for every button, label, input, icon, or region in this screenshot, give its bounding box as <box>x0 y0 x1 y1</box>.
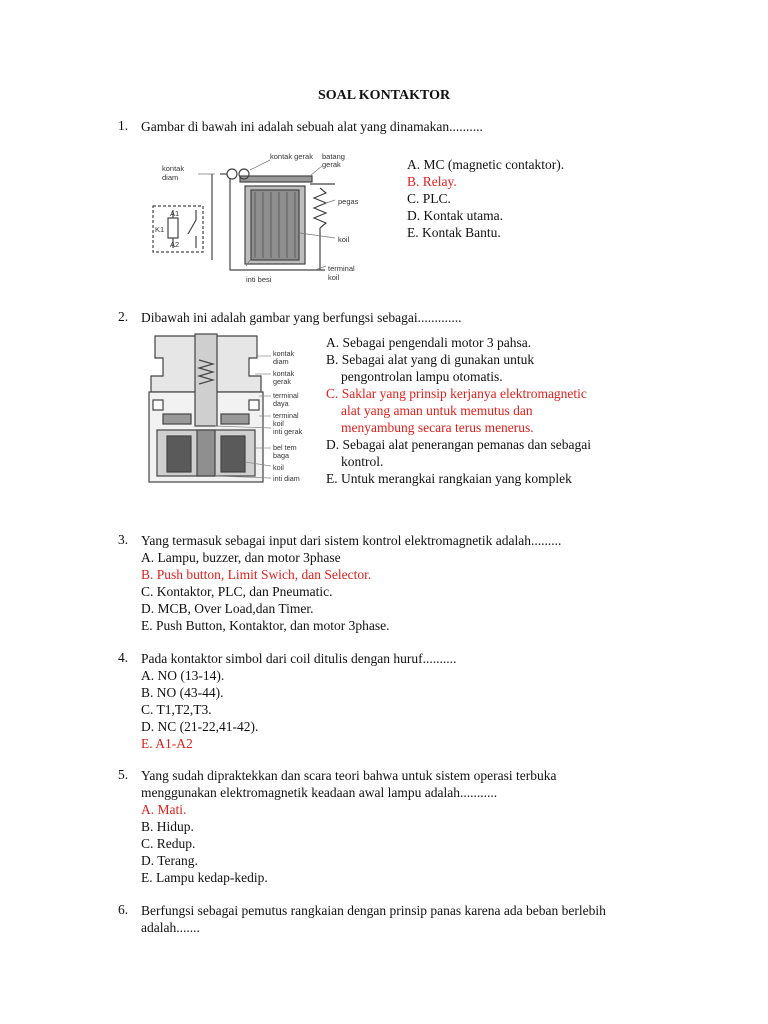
option-d: D. Sebagai alat penerangan pemanas dan sebagai <box>326 437 592 452</box>
option-c-answer: C. Saklar yang prinsip kerjanya elektromagnetic <box>326 386 587 401</box>
label-a1: A1 <box>170 209 180 218</box>
question-text-cont: menggunakan elektromagnetik keadaan awal lampu adalah........... <box>141 785 498 800</box>
option-c-cont2: menyambung secara terus menerus. <box>341 420 534 435</box>
label-diam: diam <box>162 173 179 182</box>
question-text-cont: adalah....... <box>141 920 200 935</box>
option-e: E. Kontak Bantu. <box>407 225 501 240</box>
label-k1: K1 <box>155 225 165 234</box>
option-e: E. Push Button, Kontaktor, dan motor 3phase. <box>141 618 390 633</box>
option-b: B. NO (43-44). <box>141 685 224 700</box>
label-bel-tem: bel tem <box>273 443 297 452</box>
question-text: Berfungsi sebagai pemutus rangkaian dengan prinsip panas karena ada beban berlebih <box>141 903 606 918</box>
option-a: A. NO (13-14). <box>141 668 225 683</box>
option-b-answer: B. Push button, Limit Swich, dan Selector. <box>141 567 372 582</box>
label-inti-diam: inti diam <box>273 474 300 483</box>
option-b-cont: pengontrolan lampu otomatis. <box>341 369 503 384</box>
question-6 <box>141 902 606 936</box>
option-c-cont: alat yang aman untuk memutus dan <box>341 403 533 418</box>
label-terminal: terminal <box>273 391 299 400</box>
question-4 <box>141 650 456 752</box>
question-number: 1. <box>118 118 129 133</box>
option-d: D. MCB, Over Load,dan Timer. <box>141 601 314 616</box>
label-terminal: terminal <box>273 411 299 420</box>
label-terminal: terminal <box>328 264 355 273</box>
question-number: 3. <box>118 532 129 547</box>
label-daya: daya <box>273 399 289 408</box>
label-gerak: gerak <box>322 160 341 169</box>
label-baga: baga <box>273 451 289 460</box>
label-koil: koil <box>338 235 350 244</box>
relay-diagram <box>150 148 376 290</box>
contactor-diagram <box>143 330 313 490</box>
label-diam: diam <box>273 357 289 366</box>
option-a: A. Sebagai pengendali motor 3 pahsa. <box>326 335 532 350</box>
label-inti-gerak: inti gerak <box>273 427 303 436</box>
option-d-cont: kontrol. <box>341 454 384 469</box>
option-a: A. MC (magnetic contaktor). <box>407 157 565 172</box>
option-e-answer: E. A1-A2 <box>141 736 193 751</box>
label-pegas: pegas <box>338 197 359 206</box>
label-koil: koil <box>273 463 284 472</box>
label-kontak: kontak <box>273 349 295 358</box>
question-text: Dibawah ini adalah gambar yang berfungsi sebagai............. <box>141 310 462 325</box>
question-number: 5. <box>118 767 129 782</box>
question-number: 2. <box>118 309 129 324</box>
label-batang: batang <box>322 152 345 161</box>
option-d: D. Kontak utama. <box>407 208 503 223</box>
option-a: A. Lampu, buzzer, dan motor 3phase <box>141 550 341 565</box>
label-a2: A2 <box>170 240 180 249</box>
label-kontak: kontak <box>273 369 295 378</box>
label-kontak: kontak <box>162 164 185 173</box>
question-3 <box>141 532 561 634</box>
question-text: Gambar di bawah ini adalah sebuah alat yang dinamakan.......... <box>141 119 483 134</box>
label-koil: koil <box>273 419 284 428</box>
option-e: E. Lampu kedap-kedip. <box>141 870 268 885</box>
question-text: Pada kontaktor simbol dari coil ditulis dengan huruf.......... <box>141 651 457 666</box>
option-b: B. Sebagai alat yang di gunakan untuk <box>326 352 535 367</box>
question-text: Yang sudah dipraktekkan dan scara teori bahwa untuk sistem operasi terbuka <box>141 768 557 783</box>
option-c: C. PLC. <box>407 191 451 206</box>
option-c: C. Redup. <box>141 836 196 851</box>
option-c: C. Kontaktor, PLC, dan Pneumatic. <box>141 584 333 599</box>
question-number: 6. <box>118 902 129 917</box>
label-gerak: gerak <box>273 377 291 386</box>
question-2-options <box>326 334 591 487</box>
question-5 <box>141 767 557 886</box>
option-d: D. NC (21-22,41-42). <box>141 719 259 734</box>
question-number: 4. <box>118 650 129 665</box>
option-e: E. Untuk merangkai rangkaian yang komplek <box>326 471 572 486</box>
question-1-options <box>407 156 564 241</box>
label-terminal-koil: koil <box>328 273 340 282</box>
label-kontak-gerak: kontak gerak <box>270 152 313 161</box>
label-inti-besi: inti besi <box>246 275 272 284</box>
question-text: Yang termasuk sebagai input dari sistem kontrol elektromagnetik adalah......... <box>141 533 562 548</box>
option-b: B. Hidup. <box>141 819 194 834</box>
option-a-answer: A. Mati. <box>141 802 187 817</box>
option-c: C. T1,T2,T3. <box>141 702 212 717</box>
option-b-answer: B. Relay. <box>407 174 457 189</box>
page-title: SOAL KONTAKTOR <box>317 88 451 103</box>
option-d: D. Terang. <box>141 853 198 868</box>
